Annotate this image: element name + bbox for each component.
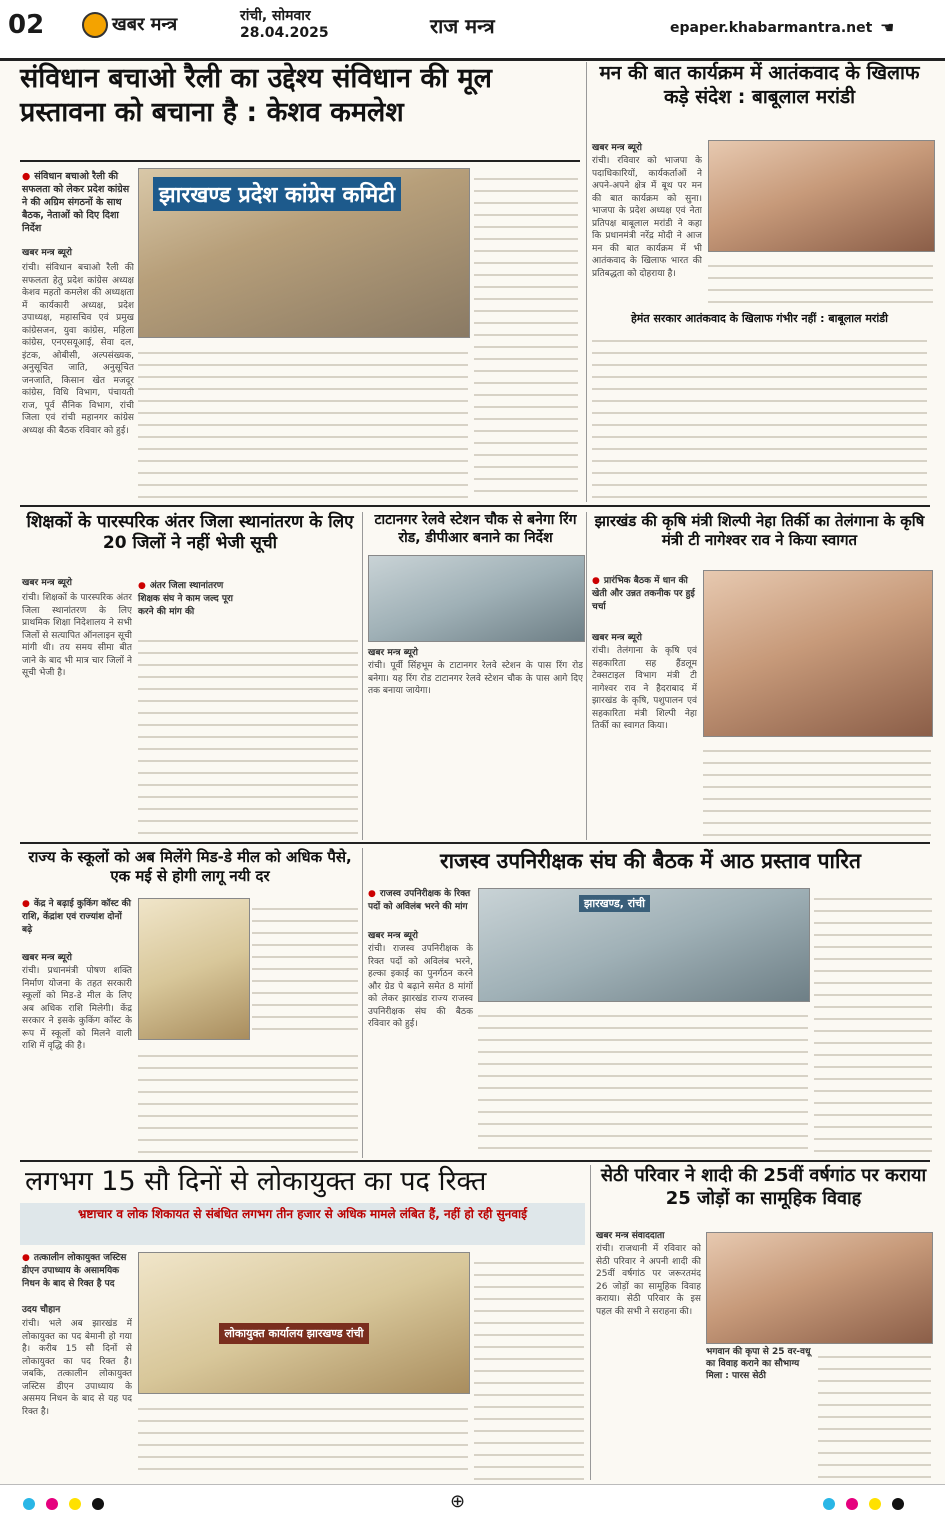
headline-a1: संविधान बचाओ रैली का उद्देश्य संविधान की मूल प्रस्तावना को बचाना है : केशव कमलेश — [20, 63, 492, 128]
body-a4: रांची। पूर्वी सिंहभूम के टाटानगर रेलवे स्टेशन के पास रिंग रोड बनेगा। यह रिंग रोड टाटानगर रेलवे स्टेशन चौक के पास आगे दिए तक बनाया जायेगा। — [368, 661, 583, 696]
registration-marks — [20, 1495, 107, 1514]
subhead-a2: हेमंत सरकार आतंकवाद के खिलाफ गंभीर नहीं : बाबूलाल मरांडी — [630, 312, 889, 325]
body-a5: रांची। तेलंगाना के कृषि एवं सहकारिता सह हैंडलूम टेक्सटाइल विभाग मंत्री टी नागेश्वर राव ने हैदराबाद में झारखंड के कृषि, पशुपालन एवं सहकारिता मंत्री शिल्पी नेहा तिर्की का स्वागत किया। — [592, 646, 697, 731]
cyan-dot-icon — [823, 1498, 835, 1510]
body-a6-col3 — [252, 898, 358, 1040]
pointer-icon: ☚ — [880, 18, 895, 37]
body-a8-col4 — [474, 1252, 584, 1480]
yellow-dot-icon — [869, 1498, 881, 1510]
body-a1-cont — [138, 342, 468, 502]
body-a9: रांची। राजधानी में रविवार को सेठी परिवार ने अपनी शादी की 25वीं वर्षगांठ पर जरूरतमंद 26 जोड़ों का सामूहिक विवाह कराया। सेठी परिवार के इस पहल की सभी ने सराहना की। — [596, 1244, 701, 1317]
byline-a9: खबर मन्त्र संवाददाता — [596, 1231, 665, 1241]
body-a7-col5 — [814, 888, 932, 1153]
rule — [20, 842, 930, 844]
black-dot-icon — [892, 1498, 904, 1510]
body-a1-col4 — [474, 168, 578, 502]
banner-a8: भ्रष्टाचार व लोक शिकायत से संबंधित लगभग तीन हजार से अधिक मामले लंबित हैं, नहीं हो रही सुनवाई — [20, 1203, 585, 1245]
byline-a4: खबर मन्त्र ब्यूरो — [368, 648, 418, 658]
headline-a2: मन की बात कार्यक्रम में आतंकवाद के खिलाफ कड़े संदेश : बाबूलाल मरांडी — [599, 62, 920, 108]
body-a2: रांची। रविवार को भाजपा के पदाधिकारियों, कार्यकर्ताओं ने अपने-अपने क्षेत्र में बूथ पर मन की बात कार्यक्रम को सुना। भाजपा के प्रदेश अध्यक्ष एवं नेता प्रतिपक्ष बाबूलाल मरांडी ने कहा कि प्रधानमंत्री नरेंद्र मोदी ने आज मन की बात कार्यक्रम में भी आतंकवाद के खिलाफ भारत की प्रतिबद्धता को दोहराया है। — [592, 156, 702, 279]
body-a3-cont — [138, 630, 358, 838]
photo-a2 — [708, 140, 935, 252]
registration-marks-right — [820, 1495, 907, 1514]
headline-a9: सेठी परिवार ने शादी की 25वीं वर्षगांठ पर कराया 25 जोड़ों का सामूहिक विवाह — [600, 1165, 927, 1209]
column-divider — [586, 62, 587, 502]
column-divider — [586, 512, 587, 840]
black-dot-icon — [92, 1498, 104, 1510]
rule — [20, 505, 930, 507]
subhead-a5: ● प्रारंभिक बैठक में धान की खेती और उन्नत तकनीक पर हुई चर्चा — [592, 575, 697, 614]
rule — [20, 160, 580, 162]
body-a2-lower — [592, 330, 927, 500]
byline-a7: खबर मन्त्र ब्यूरो — [368, 931, 418, 941]
headline-a4: टाटानगर रेलवे स्टेशन चौक से बनेगा रिंग रोड, डीपीआर बनाने का निर्देश — [374, 512, 577, 546]
photo-caption-a1: झारखण्ड प्रदेश कांग्रेस कमिटी — [153, 177, 401, 211]
body-a7: रांची। राजस्व उपनिरीक्षक के रिक्त पदों को अविलंब भरने, हल्का इकाई का पुनर्गठन करने और ग्रेड पे बढ़ाने समेत 8 मांगों को लेकर झारखंड राज्य राजस्व उपनिरीक्षक संघ की बैठक रविवार को हुई। — [368, 944, 473, 1029]
byline-a3: खबर मन्त्र ब्यूरो — [22, 578, 72, 588]
crosshair-icon: ⊕ — [450, 1491, 466, 1512]
website-link[interactable]: epaper.khabarmantra.net — [670, 20, 873, 36]
yellow-dot-icon — [69, 1498, 81, 1510]
magenta-dot-icon — [46, 1498, 58, 1510]
headline-a5: झारखंड की कृषि मंत्री शिल्पी नेहा तिर्की का तेलंगाना के कृषि मंत्री टी नागेश्वर राव ने किया स्वागत — [594, 512, 925, 549]
brand-name: खबर मन्त्र — [112, 14, 178, 35]
photo-a1 — [138, 168, 470, 338]
byline-a1: खबर मन्त्र ब्यूरो — [22, 248, 72, 258]
byline-a8: उदय चौहान — [22, 1305, 61, 1315]
body-a7-cont — [478, 1005, 808, 1153]
body-a5-cont — [703, 740, 931, 838]
body-a6: रांची। प्रधानमंत्री पोषण शक्ति निर्माण योजना के तहत सरकारी स्कूलों को मिड-डे मील के लिए अब अधिक राशि मिलेगी। केंद्र सरकार ने इसके कुकिंग कॉस्ट के रूप में स्कूलों को मिलने वाली राशि में वृद्धि की है। — [22, 966, 132, 1051]
cyan-dot-icon — [23, 1498, 35, 1510]
subhead-a8: ● तत्कालीन लोकायुक्त जस्टिस डीएन उपाध्याय के असामयिक निधन के बाद से रिक्त है पद — [22, 1252, 132, 1291]
masthead — [0, 0, 945, 61]
body-a2-cont — [708, 255, 933, 305]
city-day: रांची, सोमवार — [240, 8, 311, 24]
brand-logo-icon — [82, 12, 108, 38]
issue-date: 28.04.2025 — [240, 25, 329, 41]
headline-a3: शिक्षकों के पारस्परिक अंतर जिला स्थानांतरण के लिए 20 जिलों ने नहीं भेजी सूची — [26, 512, 354, 554]
photo-a8 — [138, 1252, 470, 1394]
photo-caption-a8: लोकायुक्त कार्यालय झारखण्ड रांची — [219, 1323, 369, 1344]
headline-a6: राज्य के स्कूलों को अब मिलेंगे मिड-डे मील को अधिक पैसे, एक मई से होगी लागू नयी दर — [28, 848, 352, 885]
column-divider — [362, 512, 363, 840]
subhead-a7: ● राजस्व उपनिरीक्षक के रिक्त पदों को अविलंब भरने की मांग — [368, 888, 473, 914]
byline-a2: खबर मन्त्र ब्यूरो — [592, 143, 642, 153]
byline-a5: खबर मन्त्र ब्यूरो — [592, 633, 642, 643]
body-a3: रांची। शिक्षकों के पारस्परिक अंतर जिला स्थानांतरण के लिए प्राथमिक शिक्षा निदेशालय ने सभी जिलों से सत्यापित ऑनलाइन सूची मांगी थी। तय समय सीमा बीत जाने के बाद भी मात्र चार जिलों ने सूची भेजी है। — [22, 593, 132, 678]
photo-a9 — [706, 1232, 933, 1344]
subhead-a1: ● संविधान बचाओ रैली की सफलता को लेकर प्रदेश कांग्रेस ने की अग्रिम संगठनों के साथ बैठक, नेताओं को दिए दिशा निर्देश — [22, 170, 132, 235]
byline-a6: खबर मन्त्र ब्यूरो — [22, 953, 72, 963]
column-divider — [590, 1165, 591, 1480]
body-a1: रांची। संविधान बचाओ रैली की सफलता हेतु प्रदेश कांग्रेस अध्यक्ष केशव महतो कमलेश की अध्यक्षता में कार्यकारी अध्यक्ष, प्रदेश उपाध्यक्ष, महासचिव एवं प्रमुख कांग्रेसजन, युवा कांग्रेस, महिला कांग्रेस, एनएसयूआई, सेवा दल, इंटक, ओबीसी, अल्पसंख्यक, अनुसूचित जाति, अनुसूचित जनजाति, किसान खेत मजदूर कांग्रेस, विधि विभाग, पंचायती राज, पूर्व सैनिक विभाग, रांची जिला एवं रांची महानगर कांग्रेस अध्यक्ष की बैठक रविवार को हुई। — [22, 263, 134, 436]
footer-strip — [0, 1484, 945, 1518]
body-a8-cont — [138, 1398, 468, 1480]
headline-a7: राजस्व उपनिरीक्षक संघ की बैठक में आठ प्रस्ताव पारित — [440, 849, 861, 873]
subhead-a3: ● अंतर जिला स्थानांतरण शिक्षक संघ ने काम जल्द पूरा करने की मांग की — [138, 580, 248, 619]
headline-a8: लगभग 15 सौ दिनों से लोकायुक्त का पद रिक्त — [25, 1166, 487, 1197]
photo-a5 — [703, 570, 933, 737]
dateline — [240, 8, 329, 42]
photo-caption-a7: झारखण्ड, रांची — [579, 895, 650, 912]
body-a9-cont — [818, 1346, 931, 1480]
subhead-a6: ● केंद्र ने बढ़ाई कुकिंग कॉस्ट की राशि, केंद्रांश एवं राज्यांश दोनों बढ़े — [22, 898, 132, 937]
page-number: 02 — [8, 10, 45, 40]
photo-a6 — [138, 898, 250, 1040]
section-name: राज मन्त्र — [430, 14, 495, 38]
photo-caption-a9: भगवान की कृपा से 25 वर-वधू का विवाह कराने का सौभाग्य मिला : पारस सेठी — [706, 1347, 811, 1381]
photo-a4 — [368, 555, 585, 642]
rule — [20, 1160, 930, 1162]
magenta-dot-icon — [846, 1498, 858, 1510]
photo-a7 — [478, 888, 810, 1002]
column-divider — [362, 848, 363, 1158]
body-a8: रांची। भले अब झारखंड में लोकायुक्त का पद बेमानी हो गया है। करीब 15 सौ दिनों से लोकायुक्त का पद रिक्त है। जबकि, तत्कालीन लोकायुक्त जस्टिस डीएन उपाध्याय के असमय निधन के बाद से यह पद रिक्त है। — [22, 1319, 132, 1417]
body-a6-cont — [138, 1045, 358, 1153]
